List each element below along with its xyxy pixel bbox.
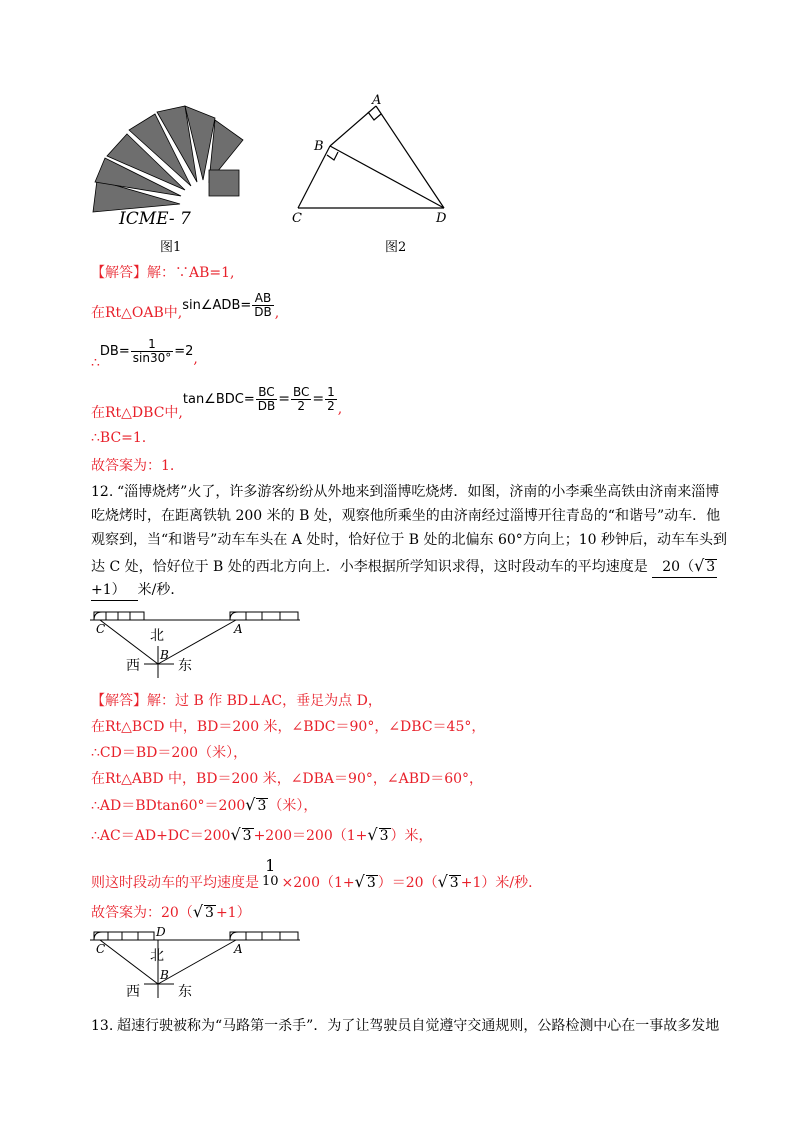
q11-line4-frac1: $\frac{BC}{DB}$ <box>257 385 276 413</box>
q12-fig-label-east: 东 <box>178 658 192 674</box>
fig2-caption: 图2 <box>385 240 407 255</box>
q12-solution-line5: ∴AD＝BDtan60°＝200√ 3 （米）， <box>91 795 318 814</box>
triangle-figure <box>286 90 456 225</box>
q12-text-line3: 观察到，当“和谐号”动车车头在 A 处时，恰好位于 B 处的北偏东 60°方向上；10 秒钟后，动车车头到 <box>91 532 728 548</box>
q11-line2-sin: sin∠ADB= <box>182 298 252 314</box>
q12-solution-line4: 在Rt△ABD 中，BD＝200 米，∠DBA＝90°，∠ABD＝60°， <box>91 771 484 787</box>
q11-solution-line1: 【解答】解：∵AB=1, <box>91 265 235 281</box>
q12-solution-line8: 故答案为：20（√ 3 +1） <box>91 902 251 921</box>
q12-solution-line6: ∴AC＝AD+DC＝200√ 3 +200＝200（1+√ 3 ）米， <box>91 825 433 844</box>
q12-solution-line7: 则这时段动车的平均速度是 1 10 ×200（1+√ 3 ）＝20（√ 3 +1）米/秒． <box>91 856 543 892</box>
q12-number: 12. <box>91 484 114 500</box>
q12-fig-label-north: 北 <box>150 628 164 644</box>
q11-line2-prefix: 在Rt△OAB中, <box>91 305 183 322</box>
q12sol-fig-label-c: C <box>96 942 106 956</box>
q12sol-fig-label-d: D <box>156 926 166 939</box>
q12-figure <box>88 606 303 686</box>
q12-solution-line1: 【解答】解：过 B 作 BD⊥AC，垂足为点 D， <box>91 693 382 709</box>
q12-line7-frac: 1 10 <box>262 856 279 889</box>
q12-text-line5: +1） 米/秒． <box>91 580 184 601</box>
q12sol-fig-label-b: B <box>160 968 169 982</box>
q12sol-fig-label-north: 北 <box>150 948 164 964</box>
q11-solution-line2: 在Rt△OAB中,sin∠ADB= $\frac{AB}{DB}$ , <box>91 291 280 322</box>
q12sol-fig-label-east: 东 <box>178 984 192 1000</box>
q11-solution-line5: ∴BC=1. <box>91 430 147 446</box>
q12-fig-label-c: C <box>96 622 106 636</box>
q12-text-line2: 吃烧烤时，在距离铁轨 200 米的 B 处，观察他所乘坐的由济南经过淄博开往青岛的“和谐号”动车．他 <box>91 508 721 524</box>
q12-solution-line2: 在Rt△BCD 中，BD＝200 米，∠BDC＝90°，∠DBC＝45°， <box>91 719 486 735</box>
q11-line3-frac: $\frac{1}{\sin 30^\circ}$ <box>132 337 172 365</box>
q12sol-fig-label-west: 西 <box>126 984 140 1000</box>
q12-text-line4: 达 C 处，恰好位于 B 处的西北方向上．小李根据所学知识求得，这时段动车的平均速度是 20（√ 3 <box>91 556 717 578</box>
label-a: A <box>372 93 382 108</box>
q13-number: 13. <box>91 1018 114 1034</box>
q11-solution-line4: 在Rt△DBC中,tan∠BDC= $\frac{BC}{DB}$ = $\frac{BC}{2}$ = $\frac{1}{2}$ , <box>91 385 343 422</box>
logo-text: ICME- 7 <box>119 209 191 225</box>
label-c: C <box>292 211 302 225</box>
q12sol-fig-label-a: A <box>234 942 243 956</box>
logo-triangle-8 <box>209 170 239 196</box>
q12-fig-label-west: 西 <box>126 658 140 674</box>
icme-logo-figure <box>85 100 255 225</box>
q13-text-line1: 超速行驶被称为“马路第一杀手”．为了让驾驶员自觉遵守交通规则，公路检测中心在一事故多发地 <box>117 1018 720 1034</box>
q11-line4-frac2: $\frac{BC}{2}$ <box>292 385 310 413</box>
q12-answer-blank: 20（√ 3 <box>652 556 717 578</box>
fig1-caption: 图1 <box>160 240 182 255</box>
q11-line4-frac3: $\frac{1}{2}$ <box>327 385 335 413</box>
q11-solution-line3: ∴DB= $\frac{1}{\sin 30^\circ}$ =2, <box>91 337 198 372</box>
label-b: B <box>314 139 324 154</box>
q12-solution-figure <box>88 926 303 1004</box>
label-d: D <box>436 211 447 225</box>
q12-solution-line3: ∴CD＝BD＝200（米）， <box>91 745 248 761</box>
q12-answer-blank-cont: +1） <box>91 580 138 601</box>
q12-fig-label-b: B <box>160 648 169 662</box>
q11-line2-frac: $\frac{AB}{DB}$ <box>254 291 272 319</box>
q11-solution-line6: 故答案为：1. <box>91 458 175 474</box>
q12-fig-label-a: A <box>234 622 243 636</box>
q12-text-line1: “淄博烧烤”火了，许多游客纷纷从外地来到淄博吃烧烤．如图，济南的小李乘坐高铁由济南来淄博 <box>117 484 720 500</box>
